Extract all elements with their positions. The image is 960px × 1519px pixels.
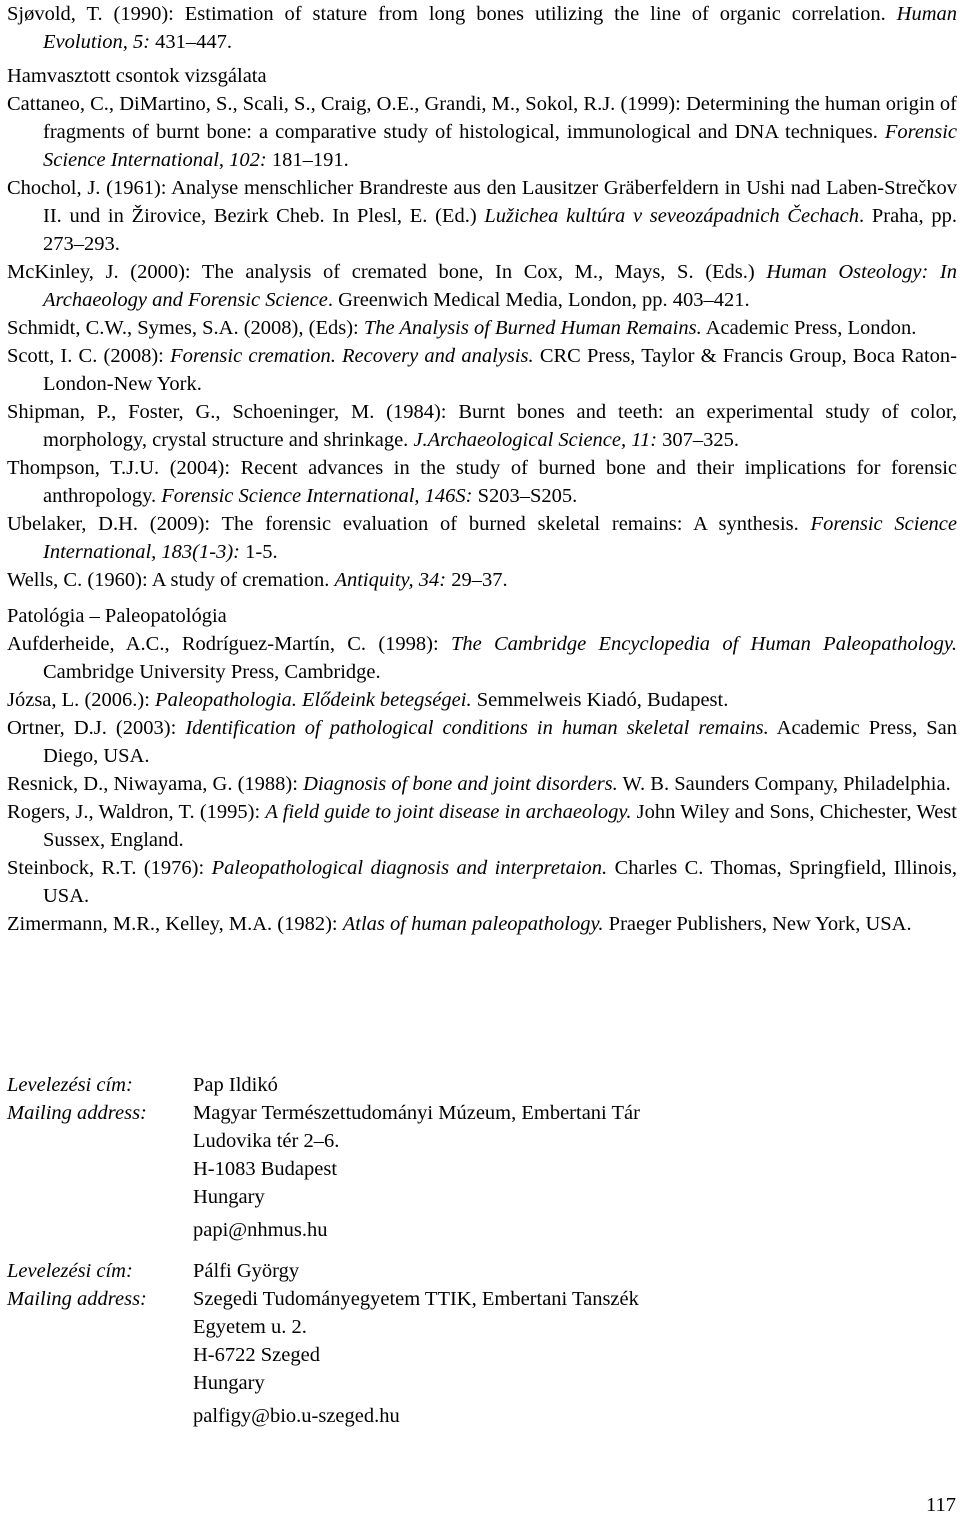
reference-entry: Thompson, T.J.U. (2004): Recent advances in the study of burned bone and their implications for forensic anthropology. Forensic Science International, 146S: S203–S205. bbox=[7, 457, 957, 507]
address-label-en: Mailing address: bbox=[7, 1102, 147, 1124]
reference-entry: Józsa, L. (2006.): Paleopathologia. Elődeink betegségei. Semmelweis Kiadó, Budapest. bbox=[7, 689, 729, 711]
address-line: Ludovika tér 2–6. bbox=[193, 1130, 340, 1152]
reference-entry: Scott, I. C. (2008): Forensic cremation. Recovery and analysis. CRC Press, Taylor & Francis Group, Boca Raton-London-New York. bbox=[7, 345, 957, 395]
reference-entry: Wells, C. (1960): A study of cremation. Antiquity, 34: 29–37. bbox=[7, 569, 508, 591]
reference-entry: Aufderheide, A.C., Rodríguez-Martín, C. (1998): The Cambridge Encyclopedia of Human Paleopathology. Cambridge University Press, Cambridge. bbox=[7, 633, 957, 683]
section-heading-pathology: Patológia – Paleopatológia bbox=[7, 605, 227, 627]
address-line: H-1083 Budapest bbox=[193, 1158, 338, 1180]
address-line: Szegedi Tudományegyetem TTIK, Embertani Tanszék bbox=[193, 1288, 639, 1310]
address-label: Levelezési cím: bbox=[7, 1260, 133, 1282]
author-name: Pálfi György bbox=[193, 1260, 300, 1282]
reference-entry: Sjøvold, T. (1990): Estimation of stature from long bones utilizing the line of organic correlation. Human Evolution, 5: 431–447. bbox=[7, 3, 957, 53]
address-label: Levelezési cím: bbox=[7, 1074, 133, 1096]
reference-entry: Schmidt, C.W., Symes, S.A. (2008), (Eds): The Analysis of Burned Human Remains. Academic Press, London. bbox=[7, 317, 917, 339]
reference-entry: Resnick, D., Niwayama, G. (1988): Diagnosis of bone and joint disorders. W. B. Saunders Company, Philadelphia. bbox=[7, 773, 951, 795]
mailing-address-block-1 bbox=[7, 1071, 947, 1251]
section-heading-cremated: Hamvasztott csontok vizsgálata bbox=[7, 65, 267, 87]
author-name: Pap Ildikó bbox=[193, 1074, 278, 1096]
email-address: papi@nhmus.hu bbox=[193, 1219, 328, 1241]
references-section bbox=[7, 0, 957, 938]
reference-entry: Steinbock, R.T. (1976): Paleopathological diagnosis and interpretaion. Charles C. Thomas, Springfield, Illinois, USA. bbox=[7, 857, 957, 907]
address-label-en: Mailing address: bbox=[7, 1288, 147, 1310]
reference-entry: Shipman, P., Foster, G., Schoeninger, M. (1984): Burnt bones and teeth: an experimental study of color, morphology, crystal structure and shrinkage. J.Archaeological Science, 11: 307–325. bbox=[7, 401, 957, 451]
address-line: Magyar Természettudományi Múzeum, Embertani Tár bbox=[193, 1102, 640, 1124]
reference-entry: Zimermann, M.R., Kelley, M.A. (1982): Atlas of human paleopathology. Praeger Publishers, New York, USA. bbox=[7, 913, 912, 935]
email-address: palfigy@bio.u-szeged.hu bbox=[193, 1405, 400, 1427]
mailing-address-block-2 bbox=[7, 1257, 947, 1437]
reference-entry: Rogers, J., Waldron, T. (1995): A field guide to joint disease in archaeology. John Wiley and Sons, Chichester, West Sussex, England. bbox=[7, 801, 957, 851]
reference-entry: Cattaneo, C., DiMartino, S., Scali, S., Craig, O.E., Grandi, M., Sokol, R.J. (1999): Determining the human origin of fragments of burnt bone: a comparative study of histological, immunological and DNA techniques. Forensic Science International, 102: 181–191. bbox=[7, 93, 957, 171]
address-line: Hungary bbox=[193, 1372, 265, 1394]
reference-entry: Ubelaker, D.H. (2009): The forensic evaluation of burned skeletal remains: A synthesis. Forensic Science International, 183(1-3): 1-5. bbox=[7, 513, 957, 563]
reference-entry: Ortner, D.J. (2003): Identification of pathological conditions in human skeletal remains. Academic Press, San Diego, USA. bbox=[7, 717, 958, 767]
reference-entry: McKinley, J. (2000): The analysis of cremated bone, In Cox, M., Mays, S. (Eds.) Human Osteology: In Archaeology and Forensic Science. Greenwich Medical Media, London, pp. 403–421. bbox=[7, 261, 957, 311]
address-line: Egyetem u. 2. bbox=[193, 1316, 307, 1338]
address-line: H-6722 Szeged bbox=[193, 1344, 320, 1366]
reference-entry: Chochol, J. (1961): Analyse menschlicher Brandreste aus den Lausitzer Gräberfeldern in Ushi nad Laben-Strečkov II. und in Žirovice, Bezirk Cheb. In Plesl, E. (Ed.) Lužichea kultúra v seveozápadnich Čechach. Praha, pp. 273–293. bbox=[7, 177, 957, 255]
address-line: Hungary bbox=[193, 1186, 265, 1208]
page-number: 117 bbox=[926, 1494, 956, 1516]
